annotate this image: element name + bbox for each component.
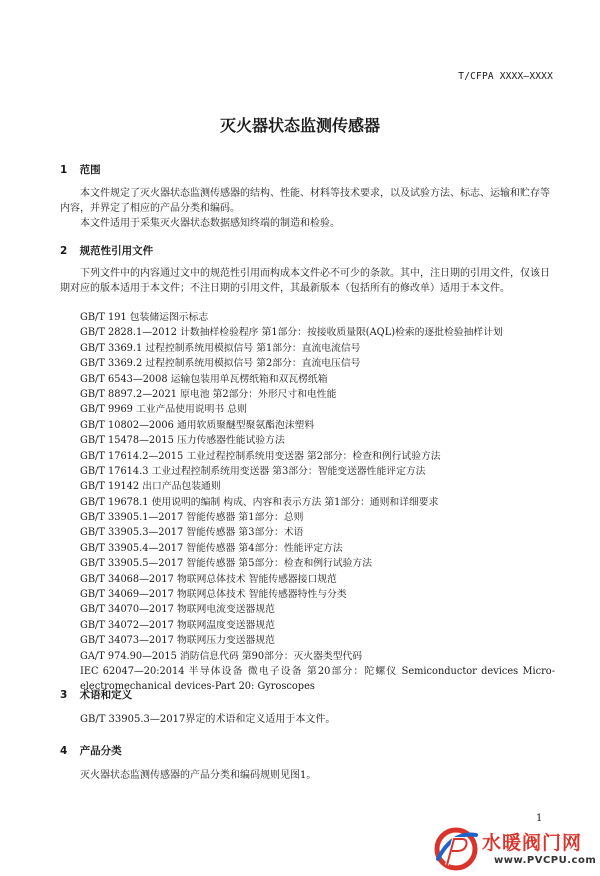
reference-item: GB/T 19678.1 使用说明的编制 构成、内容和表示方法 第1部分：通则和详细要求 — [80, 496, 439, 508]
reference-list — [60, 310, 555, 695]
reference-item: GB/T 8897.2—2021 原电池 第2部分：外形尺寸和电性能 — [80, 388, 337, 400]
terms-paragraph: GB/T 33905.3—2017界定的术语和定义适用于本文件。 — [80, 714, 336, 725]
reference-item: GB/T 2828.1—2012 计数抽样检验程序 第1部分：按接收质量限(AQL)检索的逐批检验抽样计划 — [80, 327, 503, 339]
section-number: 4 — [60, 745, 68, 757]
reference-item: GB/T 15478—2015 压力传感器性能试验方法 — [80, 435, 285, 447]
reference-item: GB/T 6543—2008 运输包装用单瓦楞纸箱和双瓦楞纸箱 — [80, 373, 328, 385]
section-number: 3 — [60, 689, 68, 701]
watermark — [432, 825, 600, 876]
section-heading-scope — [60, 162, 101, 177]
section-heading-normative-references — [60, 243, 153, 258]
reference-item: GB/T 34068—2017 物联网总体技术 智能传感器接口规范 — [80, 573, 337, 585]
reference-item: GB/T 17614.3 工业过程控制系统用变送器 第3部分：智能变送器性能评定方法 — [80, 465, 426, 477]
watermark-brand: 水暖阀门网 — [482, 832, 583, 854]
section-heading-classification — [60, 743, 122, 758]
watermark-url: www.PVCPU.com — [494, 855, 597, 866]
section-number: 1 — [60, 164, 68, 176]
section-title: 术语和定义 — [79, 689, 133, 701]
reference-item: GB/T 34070—2017 物联网电流变送器规范 — [80, 604, 275, 616]
reference-item: GB/T 34069—2017 物联网总体技术 智能传感器特性与分类 — [80, 589, 347, 601]
reference-item: GB/T 17614.2—2015 工业过程控制系统用变送器 第2部分：检查和例行试验方法 — [80, 450, 441, 462]
classification-paragraph: 灭火器状态监测传感器的产品分类和编码规则见图1。 — [80, 770, 317, 781]
reference-item: GB/T 10802—2006 通用软质聚醚型聚氨酯泡沫塑料 — [80, 419, 315, 431]
reference-item: GA/T 974.90—2015 消防信息代码 第90部分：灭火器类型代码 — [80, 650, 363, 662]
reference-item: GB/T 34072—2017 物联网温度变送器规范 — [80, 619, 275, 631]
document-title: 灭火器状态监测传感器 — [219, 116, 380, 135]
section-title: 产品分类 — [79, 745, 122, 757]
scope-paragraph-1: 本文件规定了灭火器状态监测传感器的结构、性能、材料等技术要求，以及试验方法、标志、运输和贮存等内容，并界定了相应的产品分类和编码。 — [60, 188, 550, 214]
reference-item: GB/T 3369.2 过程控制系统用模拟信号 第2部分：直流电压信号 — [80, 358, 361, 370]
section-title: 范围 — [79, 164, 101, 176]
reference-item: GB/T 19142 出口产品包装通则 — [80, 481, 221, 493]
section-title: 规范性引用文件 — [79, 245, 154, 257]
watermark-logo-icon — [432, 825, 480, 873]
reference-item: GB/T 9969 工业产品使用说明书 总则 — [80, 404, 247, 416]
reference-item: IEC 62047—20:2014 半导体设备 微电子设备 第20部分：陀螺仪 Semiconductor devices Micro-electromechanical devices-Part 20: Gyroscopes — [80, 665, 555, 693]
scope-paragraph-2: 本文件适用于采集灭火器状态数据感知终端的制造和检验。 — [80, 218, 340, 229]
normative-references-intro: 下列文件中的内容通过文中的规范性引用而构成本文件必不可少的条款。其中，注日期的引用文件，仅该日期对应的版本适用于本文件；不注日期的引用文件，其最新版本（包括所有的修改单）适用于本文件。 — [60, 268, 550, 294]
reference-item: GB/T 33905.4—2017 智能传感器 第4部分：性能评定方法 — [80, 542, 343, 554]
reference-item: GB/T 33905.1—2017 智能传感器 第1部分：总则 — [80, 512, 304, 524]
reference-item: GB/T 34073—2017 物联网压力变送器规范 — [80, 635, 275, 647]
reference-item: GB/T 33905.5—2017 智能传感器 第5部分：检查和例行试验方法 — [80, 558, 373, 570]
reference-item: GB/T 3369.1 过程控制系统用模拟信号 第1部分：直流电流信号 — [80, 342, 361, 354]
section-number: 2 — [60, 245, 68, 257]
reference-item: GB/T 33905.3—2017 智能传感器 第3部分：术语 — [80, 527, 304, 539]
page-number: 1 — [536, 813, 543, 824]
standard-code: T/CFPA XXXX—XXXX — [458, 71, 553, 82]
section-heading-terms — [60, 687, 132, 702]
reference-item: GB/T 191 包装储运图示标志 — [80, 312, 209, 323]
